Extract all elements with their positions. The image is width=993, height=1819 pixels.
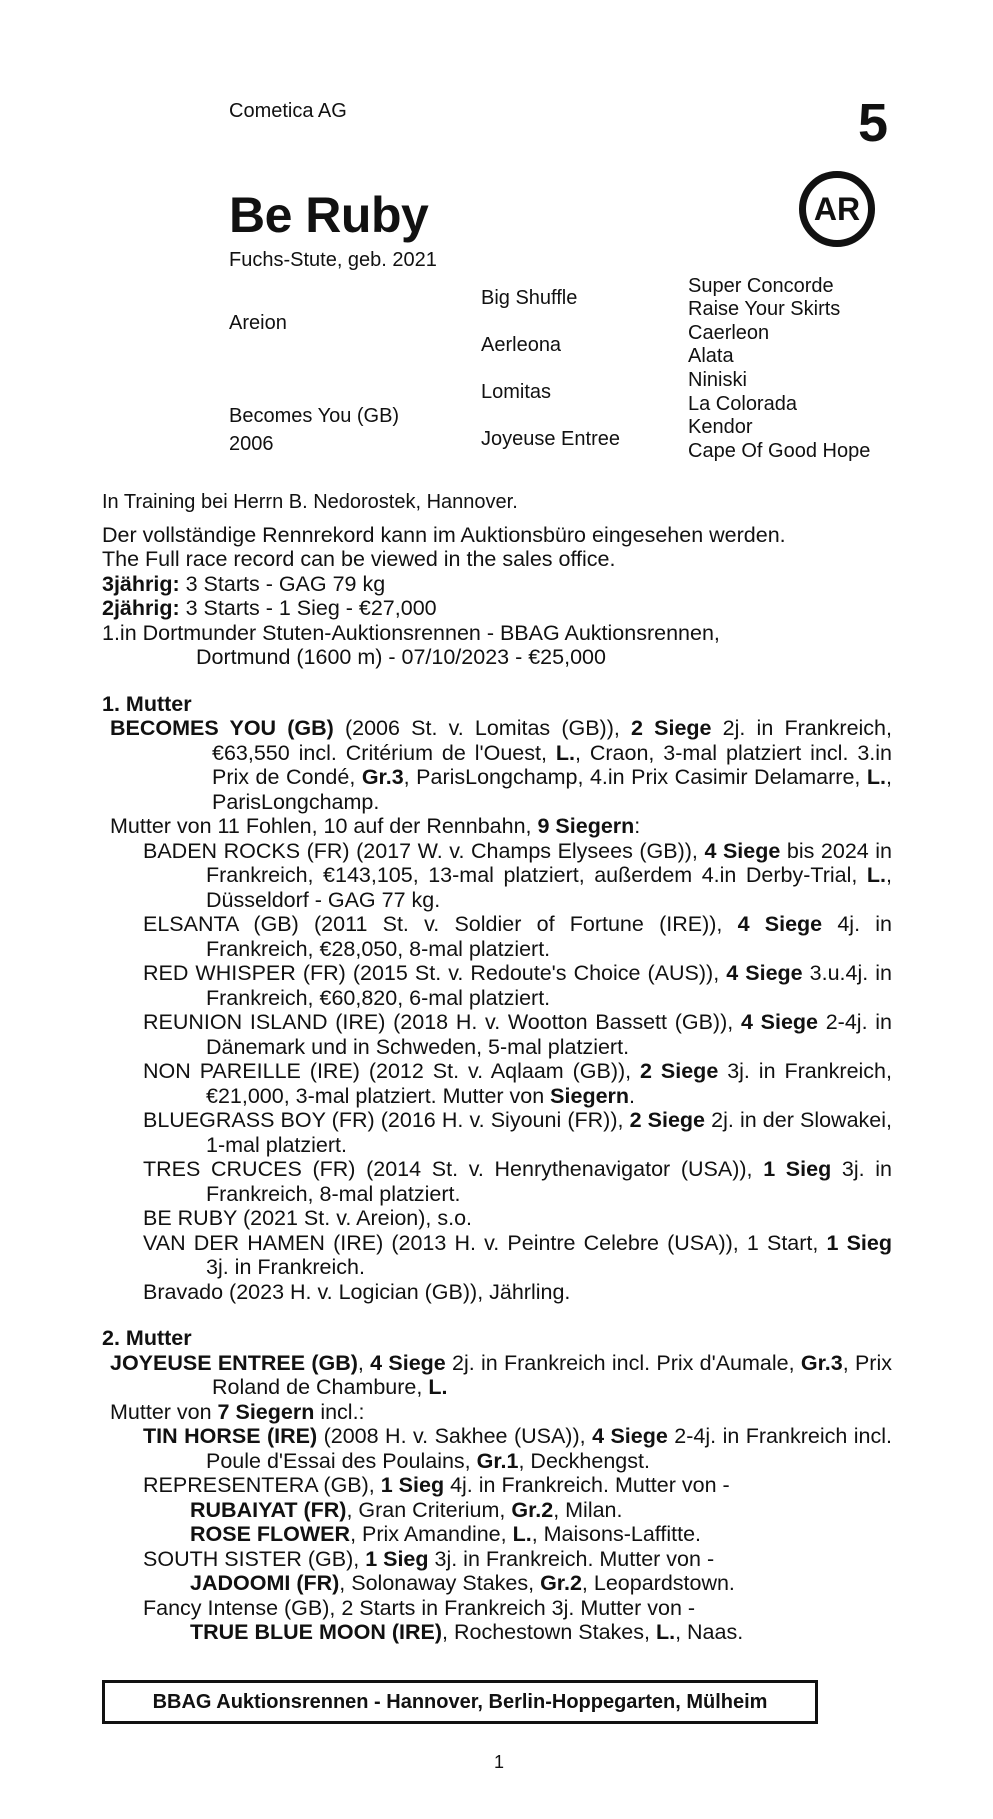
progeny-entry <box>102 1108 892 1157</box>
progeny-text: BLUEGRASS BOY (FR) (2016 H. v. Siyouni (FR)), <box>143 1108 630 1132</box>
progeny-name: ROSE FLOWER <box>190 1522 351 1546</box>
dam2-produce <box>102 1400 892 1425</box>
progeny-text: 4j. in Frankreich, €28,050, 8-mal platziert. <box>206 912 892 961</box>
progeny-wins: 4 Siege <box>726 961 803 985</box>
progeny-text: , Rochestown Stakes, <box>442 1620 656 1644</box>
dam1-produce-text: : <box>634 814 641 838</box>
progeny-text: 3.u.4j. in Frankreich, €60,820, 6-mal platziert. <box>206 961 893 1010</box>
pedigree-gen2-3: Lomitas <box>481 381 552 403</box>
progeny-wins: 4 Siege <box>592 1424 668 1448</box>
listed-mark: L. <box>866 863 887 887</box>
record-placing: 1.in Dortmunder Stuten-Auktionsrennen - BBAG Auktionsrennen, <box>102 620 720 645</box>
progeny-entry <box>102 839 892 913</box>
record-placing-cont: Dortmund (1600 m) - 07/10/2023 - €25,000 <box>196 645 606 669</box>
progeny-text: REPRESENTERA (GB), <box>143 1473 381 1497</box>
record-3yo <box>102 572 892 597</box>
progeny-text: BADEN ROCKS (FR) (2017 W. v. Champs Elysees (GB)), <box>143 838 705 863</box>
dam2-produce-text: Mutter von <box>110 1399 218 1424</box>
progeny-entry: Bravado (2023 H. v. Logician (GB)), Jährling. <box>143 1279 571 1304</box>
group-mark: Gr.1 <box>476 1448 519 1473</box>
progeny-name: TIN HORSE (IRE) <box>143 1424 318 1448</box>
progeny-text: , Gran Criterium, <box>346 1497 512 1522</box>
dam1-text: , ParisLongchamp. <box>212 765 892 814</box>
record-note-en: The Full race record can be viewed in the sales office. <box>102 547 616 571</box>
lot-number: 5 <box>858 93 889 153</box>
dam1-text: (2006 St. v. Lomitas (GB)), <box>333 716 632 740</box>
progeny-entry <box>102 912 892 961</box>
dam1-text: 2j. in Frankreich, €63,550 incl. Critérium de l'Ouest, <box>212 716 892 765</box>
group-mark: Gr.2 <box>540 1571 582 1595</box>
grand-progeny-entry <box>102 1620 892 1645</box>
progeny-name: JADOOMI (FR) <box>190 1571 340 1595</box>
progeny-text: , Maisons-Laffitte. <box>531 1522 701 1546</box>
listed-mark: L. <box>512 1522 532 1546</box>
record-3yo-text: 3 Starts - GAG 79 kg <box>179 571 386 596</box>
ar-badge <box>799 171 875 247</box>
progeny-text: NON PAREILLE (IRE) (2012 St. v. Aqlaam (GB)), <box>143 1059 641 1083</box>
page-number: 1 <box>494 1752 505 1772</box>
dam1-heading: 1. Mutter <box>102 691 192 716</box>
progeny-entry <box>102 1010 892 1059</box>
progeny-text: REUNION ISLAND (IRE) (2018 H. v. Wootton Bassett (GB)), <box>143 1010 741 1034</box>
progeny-name: RUBAIYAT (FR) <box>190 1497 347 1522</box>
progeny-wins: 2 Siege <box>640 1059 719 1083</box>
progeny-text: SOUTH SISTER (GB), <box>143 1546 366 1571</box>
progeny-text: 4j. in Frankreich. Mutter von - <box>444 1473 730 1497</box>
dam1-produce <box>102 814 892 839</box>
progeny-text: 3j. in Frankreich. Mutter von - <box>428 1546 715 1571</box>
progeny-text: , Leopardstown. <box>581 1571 735 1595</box>
dam2-wins: 4 Siege <box>370 1350 446 1375</box>
progeny-text: TRES CRUCES (FR) (2014 St. v. Henrythenavigator (USA)), <box>143 1157 764 1181</box>
group-mark: Gr.3 <box>800 1350 843 1375</box>
dam2-progeny-entry <box>102 1473 892 1498</box>
progeny-text: , Solonaway Stakes, <box>339 1571 541 1595</box>
record-note-de: Der vollständige Rennrekord kann im Auktionsbüro eingesehen werden. <box>102 522 786 547</box>
progeny-wins: 1 Sieg <box>380 1473 445 1497</box>
pedigree-gen2-2: Aerleona <box>481 334 562 356</box>
catalogue-body <box>102 490 892 1645</box>
progeny-text: RED WHISPER (FR) (2015 St. v. Redoute's Choice (AUS)), <box>143 961 727 985</box>
pedigree-gen3-4: Alata <box>688 345 734 367</box>
horse-name: Be Ruby <box>229 187 429 243</box>
training-note: In Training bei Herrn B. Nedorostek, Hannover. <box>102 491 518 513</box>
progeny-text: (2008 H. v. Sakhee (USA)), <box>317 1424 593 1448</box>
progeny-wins: 2 Siege <box>629 1108 706 1132</box>
dam2-text: , <box>357 1350 371 1375</box>
pedigree-gen3-8: Cape Of Good Hope <box>688 440 871 462</box>
progeny-text: , Deckhengst. <box>518 1448 650 1473</box>
footer-banner-text: BBAG Auktionsrennen - Hannover, Berlin-Hoppegarten, Mülheim <box>152 1690 768 1713</box>
progeny-wins: 1 Sieg <box>763 1157 832 1181</box>
progeny-wins: 4 Siege <box>740 1010 818 1034</box>
progeny-entry <box>102 961 892 1010</box>
listed-mark: L. <box>866 765 887 789</box>
listed-mark: L. <box>555 740 575 765</box>
progeny-text: 3j. in Frankreich, 8-mal platziert. <box>206 1157 892 1206</box>
group-mark: Gr.2 <box>511 1497 554 1522</box>
dam1-produce-text: Mutter von 11 Fohlen, 10 auf der Rennbahn, <box>110 814 538 838</box>
consignor-name: Cometica AG <box>229 100 347 122</box>
progeny-text: 3j. in Frankreich, €21,000, 3-mal platziert. Mutter von <box>206 1059 892 1108</box>
progeny-wins: 4 Siege <box>704 838 781 863</box>
progeny-entry <box>102 1231 892 1280</box>
progeny-wins: 1 Sieg <box>826 1230 892 1255</box>
progeny-entry <box>102 1157 892 1206</box>
pedigree-dam-year: 2006 <box>229 433 274 455</box>
progeny-entry <box>102 1059 892 1108</box>
listed-mark: L. <box>428 1375 448 1399</box>
dam2-entry <box>102 1351 892 1400</box>
dam2-produce-text: incl.: <box>314 1399 365 1424</box>
pedigree-gen3-1: Super Concorde <box>688 275 834 297</box>
pedigree-gen3-5: Niniski <box>688 369 747 391</box>
pedigree-sire: Areion <box>229 312 287 334</box>
progeny-wins: 1 Sieg <box>365 1546 429 1571</box>
dam2-text: 2j. in Frankreich incl. Prix d'Aumale, <box>445 1350 801 1375</box>
footer-banner <box>102 1680 818 1724</box>
progeny-entry: BE RUBY (2021 St. v. Areion), s.o. <box>143 1206 473 1230</box>
dam2-progeny-entry <box>102 1547 892 1572</box>
dam1-produce-winners: 9 Siegern <box>537 814 635 838</box>
progeny-text: bis 2024 in Frankreich, €143,105, 13-mal platziert, außerdem 4.in Derby-Trial, <box>206 838 893 887</box>
progeny-text: , Prix Amandine, <box>350 1522 513 1546</box>
group-mark: Gr.3 <box>361 765 404 789</box>
progeny-text: 2-4j. in Frankreich incl. Poule d'Essai des Poulains, <box>206 1424 892 1473</box>
dam2-heading: 2. Mutter <box>102 1326 192 1350</box>
progeny-wins: 4 Siege <box>737 912 823 936</box>
progeny-name: TRUE BLUE MOON (IRE) <box>190 1620 443 1644</box>
record-3yo-label: 3jährig: <box>102 571 180 596</box>
horse-description: Fuchs-Stute, geb. 2021 <box>229 249 437 271</box>
listed-mark: L. <box>655 1620 676 1644</box>
dam2-text: , Prix Roland de Chambure, <box>212 1350 892 1399</box>
progeny-text: , Milan. <box>553 1497 623 1522</box>
progeny-winners: Siegern <box>550 1083 630 1108</box>
progeny-text: 2j. in der Slowakei, 1-mal platziert. <box>206 1108 892 1157</box>
dam2-progeny-entry: Fancy Intense (GB), 2 Starts in Frankreich 3j. Mutter von - <box>143 1595 696 1620</box>
pedigree-gen2-1: Big Shuffle <box>481 287 578 309</box>
progeny-text: ELSANTA (GB) (2011 St. v. Soldier of Fortune (IRE)), <box>143 912 738 936</box>
record-2yo-text: 3 Starts - 1 Sieg - €27,000 <box>179 596 437 620</box>
pedigree-gen3-3: Caerleon <box>688 322 770 344</box>
record-2yo <box>102 596 892 621</box>
pedigree-dam: Becomes You (GB) <box>229 405 400 427</box>
progeny-text: . <box>629 1083 636 1108</box>
grand-progeny-entry <box>102 1498 892 1523</box>
progeny-text: 3j. in Frankreich. <box>206 1255 365 1279</box>
pedigree-gen2-4: Joyeuse Entree <box>481 428 620 450</box>
pedigree-gen3-2: Raise Your Skirts <box>688 298 841 320</box>
progeny-text: , Naas. <box>675 1620 744 1644</box>
progeny-text: VAN DER HAMEN (IRE) (2013 H. v. Peintre Celebre (USA)), 1 Start, <box>143 1230 827 1255</box>
grand-progeny-entry <box>102 1571 892 1596</box>
dam1-text: , Craon, 3-mal platziert incl. 3.in Prix de Condé, <box>212 740 892 789</box>
dam2-produce-winners: 7 Siegern <box>217 1399 315 1424</box>
grand-progeny-entry <box>102 1522 892 1547</box>
dam1-entry <box>102 716 892 814</box>
dam1-text: , ParisLongchamp, 4.in Prix Casimir Delamarre, <box>403 765 867 789</box>
progeny-text: , Düsseldorf - GAG 77 kg. <box>206 863 892 912</box>
pedigree-gen3-6: La Colorada <box>688 393 797 415</box>
dam2-name: JOYEUSE ENTREE (GB) <box>110 1350 358 1375</box>
ar-badge-label: AR <box>813 190 861 227</box>
record-2yo-label: 2jährig: <box>102 596 180 620</box>
progeny-text: 2-4j. in Dänemark und in Schweden, 5-mal platziert. <box>206 1010 892 1059</box>
pedigree-gen3-7: Kendor <box>688 416 753 438</box>
dam1-name: BECOMES YOU (GB) <box>110 716 334 740</box>
dam1-wins: 2 Siege <box>631 716 712 740</box>
dam2-progeny-entry <box>102 1424 892 1473</box>
